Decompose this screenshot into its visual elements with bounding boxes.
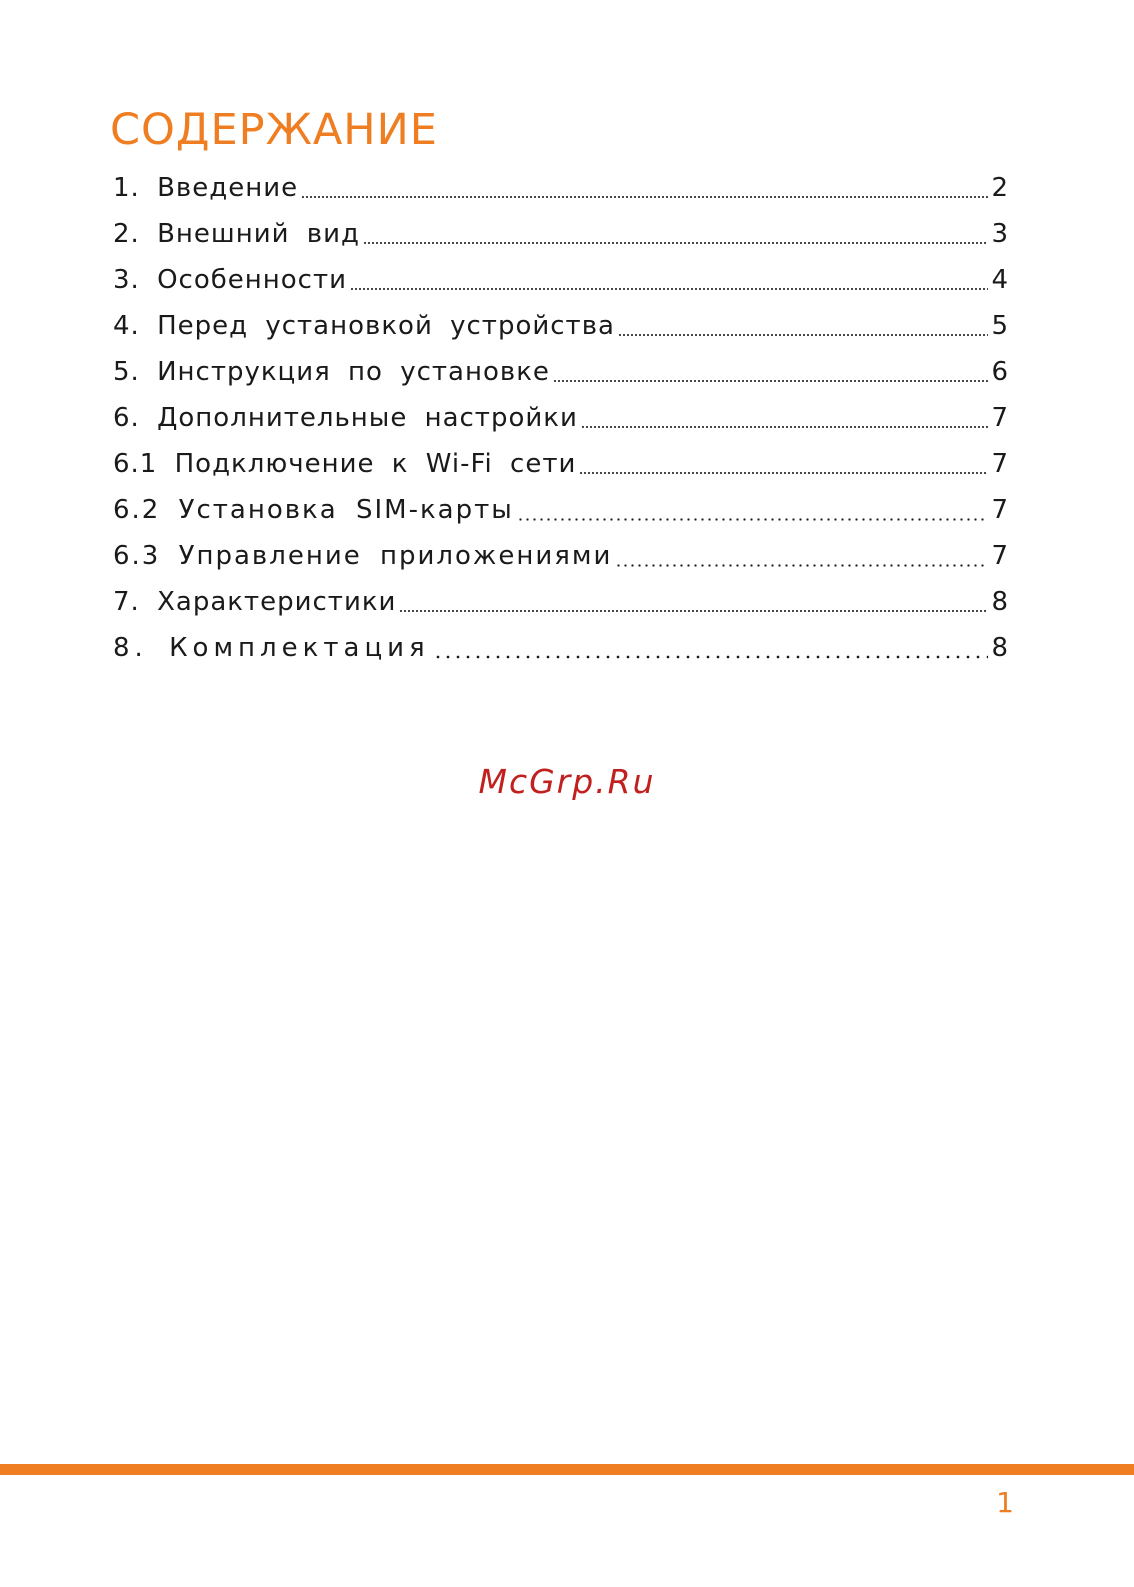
toc-entry-sim-card[interactable] bbox=[113, 487, 1008, 533]
toc-entry-page: 5 bbox=[991, 311, 1008, 341]
toc-entry-label: 3. Особенности bbox=[113, 265, 348, 295]
toc-entry-label: 8. Комплектация bbox=[113, 633, 430, 663]
toc-entry-page: 7 bbox=[991, 495, 1008, 525]
toc-entry-page: 6 bbox=[991, 357, 1008, 387]
toc-dot-leader bbox=[363, 242, 989, 244]
toc-entry-label: 6.3 Управление приложениями bbox=[113, 541, 613, 571]
toc-entry-page: 7 bbox=[991, 541, 1008, 571]
toc-entry-features[interactable] bbox=[113, 257, 1008, 303]
toc-entry-before-installation[interactable] bbox=[113, 303, 1008, 349]
page-number: 1 bbox=[996, 1486, 1014, 1519]
toc-dot-leader bbox=[615, 564, 988, 567]
toc-entry-page: 8 bbox=[991, 587, 1008, 617]
toc-dot-leader bbox=[399, 610, 988, 612]
toc-entry-label: 1. Введение bbox=[113, 173, 299, 203]
toc-dot-leader bbox=[350, 288, 988, 290]
toc-dot-leader bbox=[433, 655, 989, 659]
toc-dot-leader bbox=[581, 426, 989, 428]
toc-dot-leader bbox=[618, 334, 988, 336]
toc-entry-appearance[interactable] bbox=[113, 211, 1008, 257]
toc-entry-label: 2. Внешний вид bbox=[113, 219, 360, 249]
toc-entry-additional-settings[interactable] bbox=[113, 395, 1008, 441]
toc-entry-app-management[interactable] bbox=[113, 533, 1008, 579]
toc-entry-label: 5. Инструкция по установке bbox=[113, 357, 550, 387]
toc-entry-label: 6. Дополнительные настройки bbox=[113, 403, 578, 433]
toc-entry-label: 6.1 Подключение к Wi-Fi сети bbox=[113, 449, 577, 479]
toc-entry-installation-instructions[interactable] bbox=[113, 349, 1008, 395]
toc-entry-label: 6.2 Установка SIM-карты bbox=[113, 495, 514, 525]
toc-entry-page: 7 bbox=[991, 403, 1008, 433]
toc-dot-leader bbox=[553, 380, 989, 382]
footer-rule bbox=[0, 1464, 1134, 1475]
toc-entry-page: 4 bbox=[991, 265, 1008, 295]
toc-entry-page: 3 bbox=[991, 219, 1008, 249]
toc-dot-leader bbox=[517, 518, 989, 521]
toc-entry-package-contents[interactable] bbox=[113, 625, 1008, 671]
page-title: СОДЕРЖАНИЕ bbox=[110, 105, 438, 155]
watermark: McGrp.Ru bbox=[478, 762, 656, 801]
toc-entry-wifi-connection[interactable] bbox=[113, 441, 1008, 487]
toc-entry-specifications[interactable] bbox=[113, 579, 1008, 625]
toc-entry-label: 7. Характеристики bbox=[113, 587, 397, 617]
toc-entry-page: 8 bbox=[991, 633, 1008, 663]
toc-dot-leader bbox=[579, 472, 988, 474]
toc-entry-page: 7 bbox=[991, 449, 1008, 479]
table-of-contents bbox=[113, 165, 1008, 671]
toc-entry-label: 4. Перед установкой устройства bbox=[113, 311, 615, 341]
toc-entry-introduction[interactable] bbox=[113, 165, 1008, 211]
toc-dot-leader bbox=[301, 196, 988, 198]
toc-entry-page: 2 bbox=[991, 173, 1008, 203]
